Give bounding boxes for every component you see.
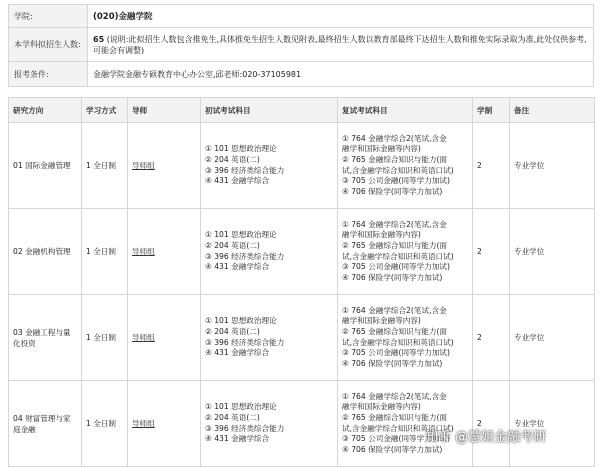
col-header-note: 备注 [510,98,595,123]
table-row [9,123,595,209]
condition-value: 金融学院金融专硕教育中心办公室,邱老师:020-37105981 [88,62,594,87]
count-cell [88,28,594,62]
col-header-initial-exam: 初试考试科目 [201,98,338,123]
exam-subject: ③ 396 经济类综合能力 [205,423,285,433]
program-table [8,97,595,467]
retest-exam-cell [338,209,473,295]
dept-label: 学院: [9,5,88,28]
exam-subject: ② 204 英语(二) [205,240,260,250]
note-cell: 专业学位 [510,295,595,381]
exam-subject: ② 204 英语(二) [205,412,260,422]
col-header-direction: 研究方向 [9,98,82,123]
exam-subject: ④ 431 金融学综合 [205,434,270,444]
exam-subject: ② 204 英语(二) [205,154,260,164]
retest-line: 融学和国际金融等内容) [342,402,421,412]
exam-subject: ③ 396 经济类综合能力 [205,165,285,175]
note-cell: 专业学位 [510,123,595,209]
exam-subject: ② 204 英语(二) [205,326,260,336]
retest-line: ③ 705 公司金融(同等学力加试) [342,262,450,272]
count-value: 65 [93,34,105,44]
retest-line: ① 764 金融学综合2(笔试,含金 [342,391,447,401]
exam-subject: ④ 431 金融学综合 [205,176,270,186]
retest-line: ① 764 金融学综合2(笔试,含金 [342,305,447,315]
retest-line: 试,含金融学综合知识和英语口试) [342,165,454,175]
tutor-link[interactable]: 导师组 [132,247,155,256]
table-row [9,295,595,381]
retest-line: ③ 705 公司金融(同等学力加试) [342,348,450,358]
years-cell: 2 [473,209,510,295]
retest-line: 融学和国际金融等内容) [342,230,421,240]
retest-line: ③ 705 公司金融(同等学力加试) [342,434,450,444]
col-header-mode: 学习方式 [82,98,128,123]
table-row [9,381,595,467]
retest-line: ② 765 金融综合知识与能力(面 [342,240,448,250]
direction-cell: 01 国际金融管理 [9,123,82,209]
mode-cell: 1 全日制 [82,209,128,295]
tutor-link[interactable]: 导师组 [132,161,155,170]
retest-exam-cell [338,381,473,467]
retest-exam-cell [338,295,473,381]
condition-row [9,62,594,87]
years-cell: 2 [473,123,510,209]
dept-row [9,5,594,28]
initial-exam-cell [201,381,338,467]
mode-cell: 1 全日制 [82,381,128,467]
mode-cell: 1 全日制 [82,295,128,381]
retest-line: ③ 705 公司金融(同等学力加试) [342,176,450,186]
initial-exam-cell [201,123,338,209]
exam-subject: ① 101 思想政治理论 [205,316,277,326]
retest-line: ④ 706 保险学(同等学力加试) [342,186,443,196]
tutor-link[interactable]: 导师组 [132,333,155,342]
count-note: (说明:此拟招生人数包含推免生,具体推免生招生人数见附表,最终招生人数以教育部最终下达招生人数和推免实际录取为准,此处仅供参考,可能会有调整) [93,34,587,55]
retest-line: 试,含金融学综合知识和英语口试) [342,337,454,347]
direction-cell: 04 财富管理与家庭金融 [9,381,82,467]
retest-line: ① 764 金融学综合2(笔试,含金 [342,219,447,229]
direction-cell: 03 金融工程与量化投资 [9,295,82,381]
retest-line: ② 765 金融综合知识与能力(面 [342,412,448,422]
retest-line: ④ 706 保险学(同等学力加试) [342,444,443,454]
retest-line: ④ 706 保险学(同等学力加试) [342,272,443,282]
exam-subject: ① 101 思想政治理论 [205,144,277,154]
table-header [9,98,595,123]
retest-line: 试,含金融学综合知识和英语口试) [342,251,454,261]
program-info-table [8,4,594,87]
mode-cell: 1 全日制 [82,123,128,209]
retest-line: 试,含金融学综合知识和英语口试) [342,423,454,433]
retest-line: ② 765 金融综合知识与能力(面 [342,154,448,164]
tutor-link[interactable]: 导师组 [132,419,155,428]
initial-exam-cell [201,295,338,381]
col-header-years: 学制 [473,98,510,123]
note-cell: 专业学位 [510,381,595,467]
col-header-tutor: 导师 [128,98,201,123]
dept-value: (020)金融学院 [88,5,594,28]
col-header-retest-exam: 复试考试科目 [338,98,473,123]
direction-cell: 02 金融机构管理 [9,209,82,295]
retest-line: ① 764 金融学综合2(笔试,含金 [342,133,447,143]
retest-line: 融学和国际金融等内容) [342,144,421,154]
table-row [9,209,595,295]
note-cell: 专业学位 [510,209,595,295]
retest-exam-cell [338,123,473,209]
retest-line: 融学和国际金融等内容) [342,316,421,326]
condition-label: 报考条件: [9,62,88,87]
years-cell: 2 [473,381,510,467]
exam-subject: ③ 396 经济类综合能力 [205,337,285,347]
count-row [9,28,594,62]
years-cell: 2 [473,295,510,381]
exam-subject: ① 101 思想政治理论 [205,230,277,240]
exam-subject: ③ 396 经济类综合能力 [205,251,285,261]
watermark: 知乎 @慧姐金融考研 [425,430,547,445]
retest-line: ④ 706 保险学(同等学力加试) [342,358,443,368]
exam-subject: ④ 431 金融学综合 [205,262,270,272]
retest-line: ② 765 金融综合知识与能力(面 [342,326,448,336]
exam-subject: ④ 431 金融学综合 [205,348,270,358]
initial-exam-cell [201,209,338,295]
count-label: 本学科拟招生人数: [9,28,88,62]
exam-subject: ① 101 思想政治理论 [205,402,277,412]
